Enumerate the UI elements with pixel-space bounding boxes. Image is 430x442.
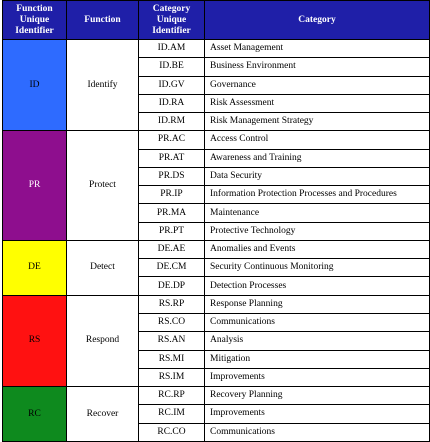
header-function: Function <box>67 1 139 40</box>
table-body <box>3 40 430 442</box>
header-category-uid <box>139 1 205 40</box>
table-header <box>3 1 430 40</box>
category-id-cell: PR.AC <box>139 131 205 149</box>
category-name-cell: Improvements <box>205 368 430 386</box>
category-id-cell: DE.AE <box>139 240 205 258</box>
category-id-cell: PR.PT <box>139 222 205 240</box>
header-category-uid-line: Identifier <box>152 25 191 36</box>
category-id-cell: PR.IP <box>139 186 205 204</box>
category-name-cell: Security Continuous Monitoring <box>205 259 430 277</box>
table-row <box>3 387 430 405</box>
table-row <box>3 295 430 313</box>
category-id-cell: RC.CO <box>139 423 205 441</box>
header-category: Category <box>205 1 430 40</box>
function-id-cell: PR <box>3 131 67 241</box>
header-function-uid-line: Identifier <box>15 25 54 36</box>
category-name-cell: Recovery Planning <box>205 387 430 405</box>
category-id-cell: PR.AT <box>139 149 205 167</box>
category-id-cell: RS.AN <box>139 332 205 350</box>
function-id-cell: RS <box>3 295 67 386</box>
category-id-cell: DE.DP <box>139 277 205 295</box>
function-name-cell: Identify <box>67 40 139 131</box>
category-id-cell: ID.AM <box>139 40 205 58</box>
category-name-cell: Information Protection Processes and Procedures <box>205 186 430 204</box>
category-id-cell: ID.RM <box>139 113 205 131</box>
function-name-cell: Recover <box>67 387 139 442</box>
category-name-cell: Access Control <box>205 131 430 149</box>
category-id-cell: RS.MI <box>139 350 205 368</box>
function-name-cell: Protect <box>67 131 139 241</box>
header-category-uid-line: Category <box>152 3 191 14</box>
table-row <box>3 240 430 258</box>
category-name-cell: Risk Assessment <box>205 94 430 112</box>
category-id-cell: RC.RP <box>139 387 205 405</box>
category-id-cell: PR.MA <box>139 204 205 222</box>
category-name-cell: Response Planning <box>205 295 430 313</box>
function-id-cell: ID <box>3 40 67 131</box>
category-name-cell: Data Security <box>205 167 430 185</box>
category-name-cell: Business Environment <box>205 58 430 76</box>
function-name-cell: Detect <box>67 240 139 295</box>
category-id-cell: RS.CO <box>139 313 205 331</box>
category-name-cell: Maintenance <box>205 204 430 222</box>
category-name-cell: Improvements <box>205 405 430 423</box>
function-name-cell: Respond <box>67 295 139 386</box>
category-id-cell: ID.BE <box>139 58 205 76</box>
category-name-cell: Protective Technology <box>205 222 430 240</box>
category-name-cell: Analysis <box>205 332 430 350</box>
category-id-cell: PR.DS <box>139 167 205 185</box>
table-row <box>3 131 430 149</box>
category-name-cell: Anomalies and Events <box>205 240 430 258</box>
category-id-cell: ID.RA <box>139 94 205 112</box>
category-name-cell: Detection Processes <box>205 277 430 295</box>
category-id-cell: RC.IM <box>139 405 205 423</box>
category-name-cell: Communications <box>205 423 430 441</box>
function-id-cell: DE <box>3 240 67 295</box>
category-name-cell: Asset Management <box>205 40 430 58</box>
category-name-cell: Governance <box>205 76 430 94</box>
category-name-cell: Mitigation <box>205 350 430 368</box>
category-name-cell: Communications <box>205 313 430 331</box>
framework-core-table <box>2 0 430 442</box>
category-id-cell: RS.RP <box>139 295 205 313</box>
category-name-cell: Risk Management Strategy <box>205 113 430 131</box>
category-id-cell: DE.CM <box>139 259 205 277</box>
table-row <box>3 40 430 58</box>
header-category-uid-line: Unique <box>156 14 187 25</box>
category-name-cell: Awareness and Training <box>205 149 430 167</box>
header-function-uid-line: Unique <box>19 14 50 25</box>
header-row <box>3 1 430 40</box>
category-id-cell: ID.GV <box>139 76 205 94</box>
header-function-uid-line: Function <box>16 3 53 14</box>
header-function-uid <box>3 1 67 40</box>
function-id-cell: RC <box>3 387 67 442</box>
category-id-cell: RS.IM <box>139 368 205 386</box>
